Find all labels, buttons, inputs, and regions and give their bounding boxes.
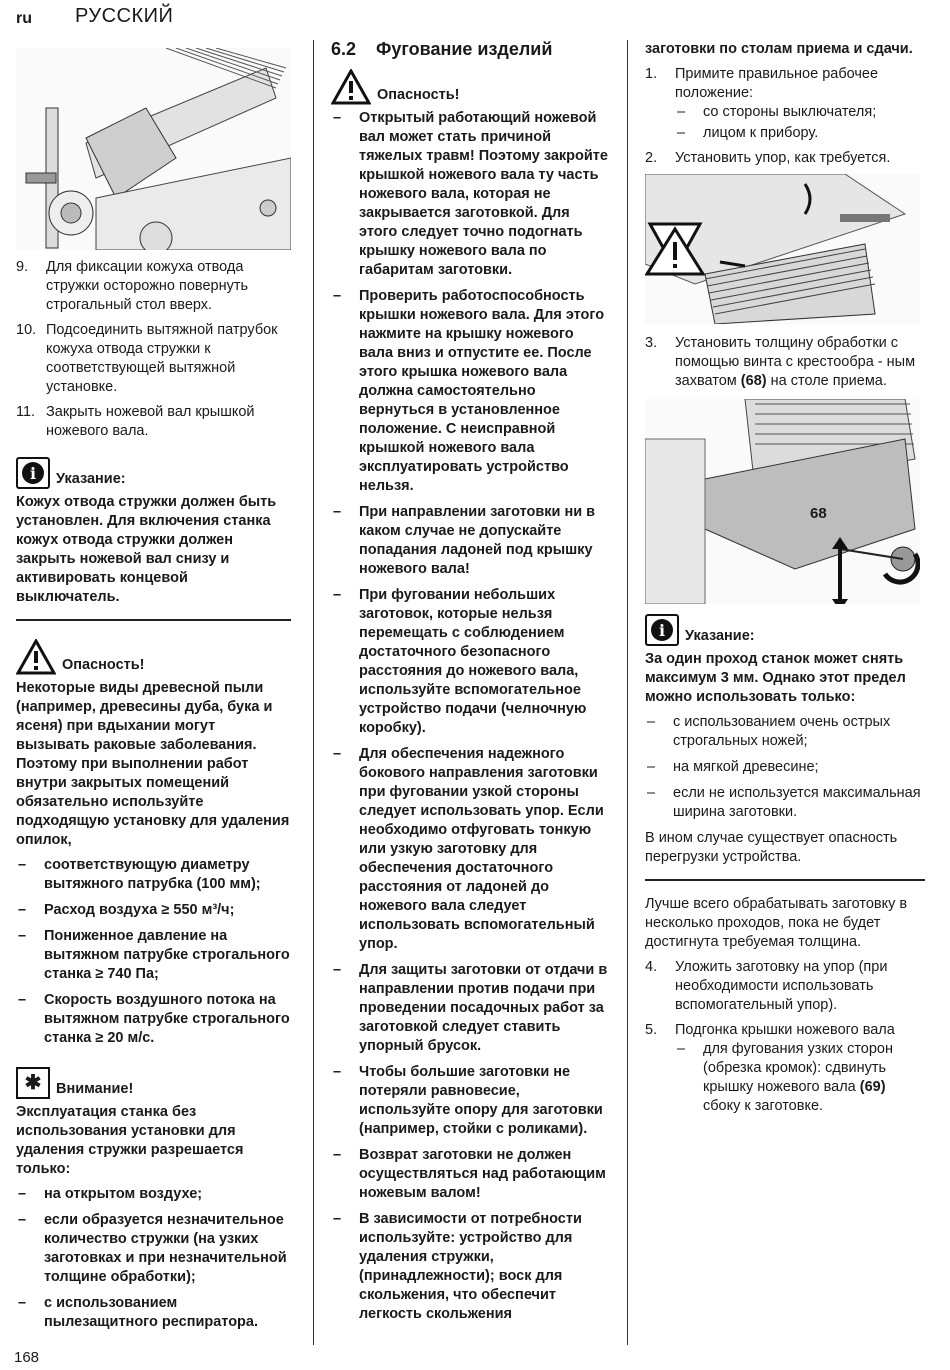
- section-heading: 6.2 Фугование изделий: [331, 39, 553, 59]
- column-left: [16, 48, 291, 1348]
- warning-icon: [331, 69, 371, 105]
- step-item: 5. Подгонка крышки ножевого вала – для фугования узких сторон (обрезка кромок): сдвинуть крышку ножевого вала (69) сбоку к заготовке.: [645, 1021, 925, 1116]
- danger-heading: Опасность!: [331, 69, 611, 105]
- best-practice-text: Лучше всего обрабатывать заготовку в несколько проходов, пока не будет достигнута требуемая толщина.: [645, 896, 908, 950]
- column-right: [645, 40, 925, 1122]
- list-item: – Пониженное давление на вытяжном патрубке строгального станка ≥ 740 Па;: [16, 927, 291, 984]
- list-item: – Возврат заготовки не должен осуществляться над работающим ножевым валом!: [331, 1146, 611, 1203]
- danger-text: Некоторые виды древесной пыли (например, древесины дуба, бука и ясеня) при вдыхании могут вызывать раковые заболевания. Поэтому при выполнении работ внутри закрытых помещений обязательно используйте подходящую установку для удаления опилок,: [16, 680, 290, 848]
- note-text: За один проход станок может снять максимум 3 мм. Однако этот предел можно использовать только:: [645, 651, 906, 705]
- continued-text: заготовки по столам приема и сдачи.: [645, 41, 913, 57]
- fence-illustration: [645, 174, 920, 324]
- warning-icon: [16, 639, 56, 675]
- step-item: 3. Установить толщину обработки с помощью винта с крестообра - ным захватом (68) на столе приема.: [645, 335, 916, 389]
- step-item: 9. Для фиксации кожуха отвода стружки осторожно повернуть строгальный стол вверх.: [16, 259, 249, 313]
- list-item: – При направлении заготовки ни в каком случае не допускайте попадания ладоней под крышку ножевого вала!: [331, 503, 611, 579]
- list-item: – Для защиты заготовки от отдачи в направлении против подачи при проведении посадочных работ за заготовкой следует ставить упорный брусок.: [331, 961, 611, 1056]
- column-divider: [313, 40, 314, 1345]
- list-item: – на открытом воздухе;: [16, 1185, 291, 1204]
- list-item: – Чтобы большие заготовки не потеряли равновесие, используйте опору для заготовки (например, стойки с роликами).: [331, 1063, 611, 1139]
- overload-text: В ином случае существует опасность перегрузки устройства.: [645, 830, 898, 865]
- list-item: – если образуется незначительное количество стружки (на узких заготовках и при незначительной толщине обработки);: [16, 1211, 291, 1287]
- list-item: – В зависимости от потребности используйте: устройство для удаления стружки, (принадлежности); воск для скольжения, что обеспечит легкость скольжения: [331, 1210, 611, 1324]
- list-item: – Открытый работающий ножевой вал может стать причиной тяжелых травм! Поэтому закройте крышкой ножевого вала ту часть ножевого вала, которая не закрывается заготовкой. Для этого следует точно подогнать крышку ножевого вала по габаритам заготовки.: [331, 109, 611, 280]
- list-item: – на мягкой древесине;: [645, 758, 925, 777]
- step-item: 11. Закрыть ножевой вал крышкой ножевого вала.: [16, 404, 255, 439]
- list-item: – с использованием очень острых строгальных ножей;: [645, 713, 925, 751]
- list-item: – с использованием пылезащитного респиратора.: [16, 1294, 291, 1332]
- column-divider: [627, 40, 628, 1345]
- list-item: – со стороны выключателя;: [675, 103, 925, 122]
- list-item: – Расход воздуха ≥ 550 м³/ч;: [16, 901, 291, 920]
- info-icon: i: [645, 614, 679, 646]
- language-title: РУССКИЙ: [75, 5, 174, 27]
- list-item: – Скорость воздушного потока на вытяжном патрубке строгального станка ≥ 20 м/с.: [16, 991, 291, 1048]
- table-height-illustration: [645, 399, 920, 604]
- danger-heading: Опасность!: [16, 639, 291, 675]
- figure-callout: 68: [810, 505, 827, 522]
- attention-heading: ✱ Внимание!: [16, 1067, 291, 1099]
- attention-text: Эксплуатация станка без использования установки для удаления стружки разрешается только:: [16, 1104, 244, 1177]
- list-item: – лицом к прибору.: [675, 124, 925, 143]
- note-text: Кожух отвода стружки должен быть установлен. Для включения станка кожух отвода стружки должен закрыть ножевой вал снизу и активировать концевой выключатель.: [16, 494, 277, 605]
- step-item: 1. Примите правильное рабочее положение: – со стороны выключателя; – лицом к прибору.: [645, 65, 925, 143]
- planer-illustration: [16, 48, 291, 250]
- column-middle: [331, 40, 611, 1331]
- page-number: 168: [14, 1349, 40, 1366]
- list-item: – если не используется максимальная ширина заготовки.: [645, 784, 925, 822]
- list-item: – Для обеспечения надежного бокового направления заготовки при фуговании узкой стороны следует использовать упор. Если необходимо отфуговать тонкую или узкую заготовку для обеспечения достаточного расстояния от ладоней до ножевого вала следует использовать вспомогательный упор.: [331, 745, 611, 954]
- attention-icon: ✱: [16, 1067, 50, 1099]
- note-heading: i Указание:: [645, 614, 925, 646]
- list-item: – При фуговании небольших заготовок, которые нельзя перемещать с соблюдением достаточного безопасного расстояния до ножевого вала, используйте вспомогательное устройство подачи (челночную коробку).: [331, 586, 611, 738]
- language-code: ru: [16, 10, 32, 27]
- step-item: 10. Подсоединить вытяжной патрубок кожуха отвода стружки к соответствующей вытяжной установке.: [16, 322, 278, 395]
- list-item: – соответствующую диаметру вытяжного патрубка (100 мм);: [16, 856, 291, 894]
- note-heading: i Указание:: [16, 457, 291, 489]
- step-item: 4. Уложить заготовку на упор (при необходимости использовать вспомогательный упор).: [645, 959, 888, 1013]
- list-item: – Проверить работоспособность крышки ножевого вала. Для этого нажмите на крышку ножевого вала вниз и отпустите ее. После этого крышка ножевого вала должна самостоятельно вернуться в установленное положение. С неисправной крышкой ножевого вала эксплуатировать устройство нельзя.: [331, 287, 611, 496]
- divider: [16, 619, 291, 621]
- divider: [645, 879, 925, 881]
- step-item: 2. Установить упор, как требуется.: [645, 150, 891, 166]
- info-icon: i: [16, 457, 50, 489]
- list-item: – для фугования узких сторон (обрезка кромок): сдвинуть крышку ножевого вала (69) сбоку к заготовке.: [675, 1040, 925, 1116]
